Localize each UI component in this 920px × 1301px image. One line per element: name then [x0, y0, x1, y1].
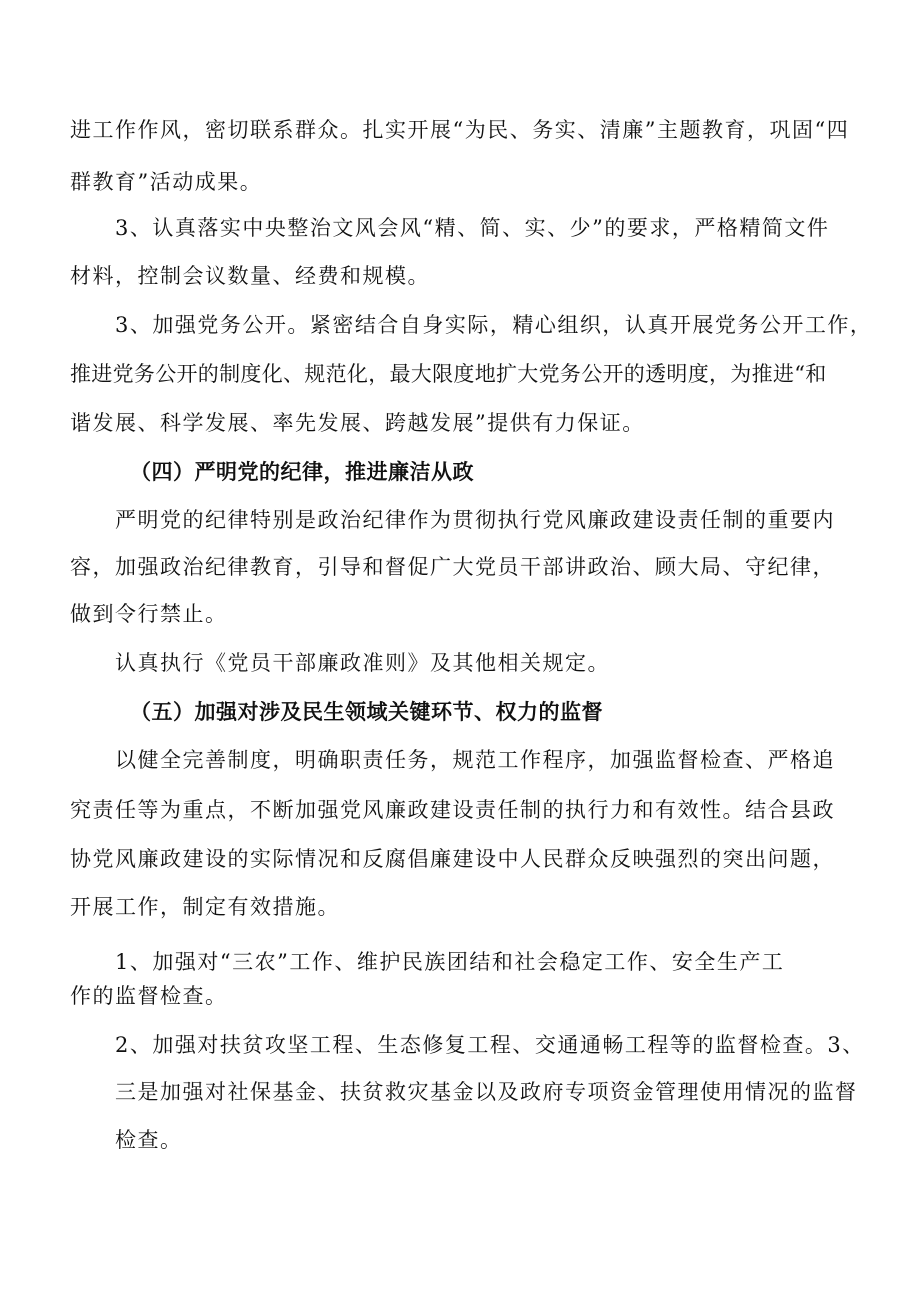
paragraph-line: 进工作作风，密切联系群众。扎实开展“为民、务实、清廉”主题教育，巩固“四 [70, 118, 850, 142]
paragraph-line: 谐发展、科学发展、率先发展、跨越发展”提供有力保证。 [70, 411, 645, 435]
paragraph-line: 推进党务公开的制度化、规范化，最大限度地扩大党务公开的透明度，为推进“和 [70, 362, 827, 386]
paragraph-line: 以健全完善制度，明确职责任务，规范工作程序，加强监督检查、严格追 [115, 748, 835, 772]
paragraph-line: 做到令行禁止。 [70, 602, 228, 626]
paragraph-line: 3、认真落实中央整治文风会风“精、简、实、少”的要求，严格精简文件 [115, 216, 830, 240]
paragraph-line: 1、加强对“三农”工作、维护民族团结和社会稳定工作、安全生产工 [115, 950, 785, 974]
paragraph-line: 开展工作，制定有效措施。 [70, 895, 340, 919]
paragraph-line: 究责任等为重点，不断加强党风廉政建设责任制的执行力和有效性。结合县政 [70, 798, 835, 822]
paragraph-line: 群教育”活动成果。 [70, 170, 263, 194]
paragraph-line: 容，加强政治纪律教育，引导和督促广大党员干部讲政治、顾大局、守纪律， [70, 555, 835, 579]
paragraph-line: 认真执行《党员干部廉政准则》及其他相关规定。 [115, 651, 610, 675]
paragraph-line: 协党风廉政建设的实际情况和反腐倡廉建设中人民群众反映强烈的突出问题， [70, 847, 835, 871]
section-heading: （四）严明党的纪律，推进廉洁从政 [130, 460, 474, 484]
paragraph-line: 2、加强对扶贫攻坚工程、生态修复工程、交通通畅工程等的监督检查。3、 [115, 1033, 865, 1057]
paragraph-line: 严明党的纪律特别是政治纪律作为贯彻执行党风廉政建设责任制的重要内 [115, 508, 835, 532]
paragraph-line: 检查。 [115, 1128, 183, 1152]
paragraph-line: 材料，控制会议数量、经费和规模。 [70, 264, 430, 288]
paragraph-line: 三是加强对社保基金、扶贫救灾基金以及政府专项资金管理使用情况的监督 [115, 1080, 858, 1104]
paragraph-line: 作的监督检查。 [70, 984, 228, 1008]
paragraph-line: 3、加强党务公开。紧密结合自身实际，精心组织，认真开展党务公开工作， [115, 313, 873, 337]
section-heading: （五）加强对涉及民生领域关键环节、权力的监督 [130, 700, 603, 724]
